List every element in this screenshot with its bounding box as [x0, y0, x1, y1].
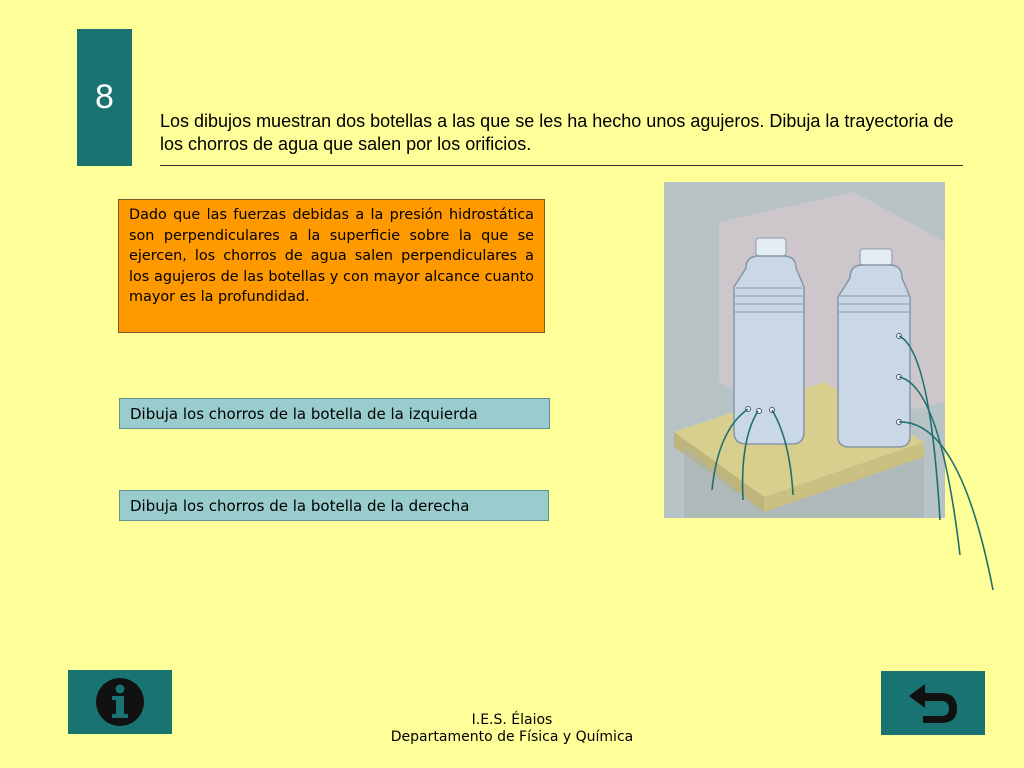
draw-left-bottle-button[interactable]: Dibuja los chorros de la botella de la izquierda — [119, 398, 550, 429]
info-button[interactable] — [68, 670, 172, 734]
department-name: Departamento de Física y Química — [390, 729, 634, 745]
bottles-drawing — [664, 182, 945, 518]
bottles-illustration — [664, 182, 945, 518]
return-button[interactable] — [881, 671, 985, 735]
answer-box: Dado que las fuerzas debidas a la presión hidrostática son perpendiculares a la superficie sobre la que se ejercen, los chorros de agua salen perpendiculares a los agujeros de las botellas y con mayor alcance cuanto mayor es la profundidad. — [118, 199, 545, 333]
slide-number-box — [77, 29, 132, 166]
footer — [300, 712, 724, 746]
title-divider — [160, 165, 963, 166]
question-text: Los dibujos muestran dos botellas a las que se les ha hecho unos agujeros. Dibuja la trayectoria de los chorros de agua que salen por los orificios. — [160, 111, 954, 154]
return-arrow-icon — [905, 680, 961, 726]
info-icon — [94, 676, 146, 728]
school-name: I.E.S. Élaios — [471, 712, 553, 728]
slide-number: 8 — [95, 78, 114, 116]
draw-right-bottle-button[interactable]: Dibuja los chorros de la botella de la derecha — [119, 490, 549, 521]
